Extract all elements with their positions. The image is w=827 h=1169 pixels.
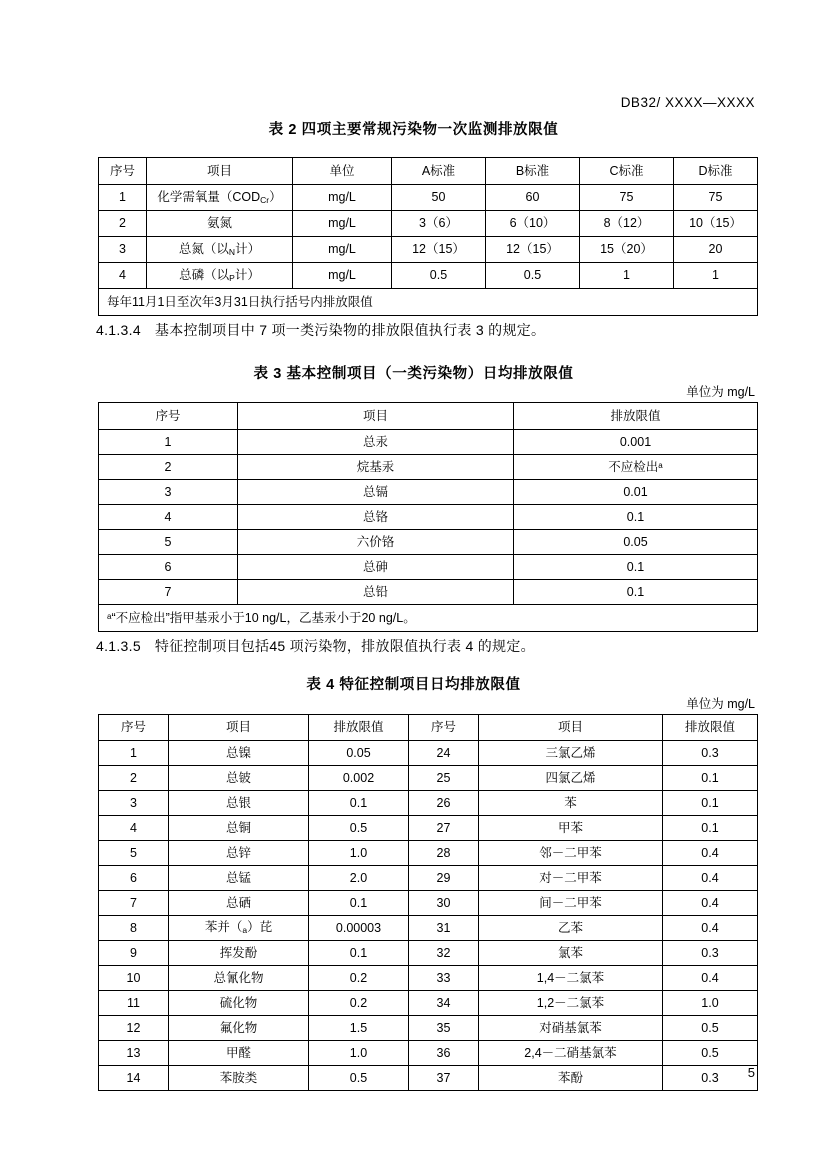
table4-cell-limit-right: 0.1: [663, 766, 758, 791]
table4-cell-item-left: 甲醛: [169, 1041, 309, 1066]
table2-footer-row: [99, 289, 758, 316]
table2-cell-b: 60: [486, 185, 580, 211]
clause-4-1-3-4-number: 4.1.3.4: [96, 322, 141, 338]
table2-cell-d: 1: [674, 263, 758, 289]
table4-cell-item-right: 乙苯: [479, 916, 663, 941]
table4-col-limit-left: 排放限值: [309, 715, 409, 741]
table3-cell-no: 6: [99, 555, 238, 580]
table2-cell-unit: mg/L: [293, 237, 392, 263]
table2-header-row: [99, 158, 758, 185]
table-row: [99, 841, 758, 866]
table4-cell-no-right: 25: [409, 766, 479, 791]
table4-cell-no-left: 14: [99, 1066, 169, 1091]
table3-cell-no: 4: [99, 505, 238, 530]
table4-cell-item-left: 挥发酚: [169, 941, 309, 966]
table3-footnote: [99, 605, 758, 632]
table4-cell-limit-left: 0.00003: [309, 916, 409, 941]
table4-cell-no-left: 12: [99, 1016, 169, 1041]
table4-cell-item-left: 总铜: [169, 816, 309, 841]
table3-cell-item: 总砷: [238, 555, 514, 580]
table3-footnote-text: “不应检出”指甲基汞小于10 ng/L，乙基汞小于20 ng/L。: [111, 610, 416, 625]
table3-caption: 表 3 基本控制项目（一类污染物）日均排放限值: [253, 366, 574, 382]
table2-cell-a: 0.5: [392, 263, 486, 289]
table4-cell-limit-right: 0.1: [663, 791, 758, 816]
table4-cell-no-right: 35: [409, 1016, 479, 1041]
table4-cell-item-left: 苯胺类: [169, 1066, 309, 1091]
table3-cell-limit: 0.05: [514, 530, 758, 555]
table3: [98, 402, 758, 632]
clause-4-1-3-5-number: 4.1.3.5: [96, 638, 141, 654]
table-row: [99, 480, 758, 505]
table3-cell-no: 2: [99, 455, 238, 480]
table4-cell-no-left: 11: [99, 991, 169, 1016]
table4-cell-limit-right: 1.0: [663, 991, 758, 1016]
table4-cell-no-left: 1: [99, 741, 169, 766]
table2-col-a: A标准: [392, 158, 486, 185]
table2-col-d: D标准: [674, 158, 758, 185]
table4-cell-item-right: 苯: [479, 791, 663, 816]
table-row: [99, 430, 758, 455]
table4-cell-item-left: 总氰化物: [169, 966, 309, 991]
table-row: [99, 1041, 758, 1066]
table-row: [99, 816, 758, 841]
table4-cell-no-left: 7: [99, 891, 169, 916]
table2-cell-item: 总氮（以$_N$计）: [147, 237, 293, 263]
table-row: [99, 791, 758, 816]
table-row: [99, 891, 758, 916]
table3-cell-limit: 0.1: [514, 555, 758, 580]
table2-cell-b: 0.5: [486, 263, 580, 289]
table4-cell-item-left: 总镍: [169, 741, 309, 766]
table3-cell-item: 六价铬: [238, 530, 514, 555]
table4-cell-item-right: 三氯乙烯: [479, 741, 663, 766]
table3-cell-item: 总铬: [238, 505, 514, 530]
table4-cell-no-left: 6: [99, 866, 169, 891]
table-row: [99, 530, 758, 555]
table4-cell-item-left: 总锰: [169, 866, 309, 891]
table3-cell-no: 1: [99, 430, 238, 455]
table4-container: [98, 714, 758, 1091]
table4-cell-no-left: 4: [99, 816, 169, 841]
table4-cell-limit-right: 0.1: [663, 816, 758, 841]
table3-cell-limit: 0.1: [514, 505, 758, 530]
table4-cell-limit-left: 0.002: [309, 766, 409, 791]
table4-unit-line: 单位为 mg/L: [686, 697, 755, 711]
table3-footer-row: [99, 605, 758, 632]
table3-cell-item: 烷基汞: [238, 455, 514, 480]
table4-cell-item-left: 总锌: [169, 841, 309, 866]
table4-cell-limit-left: 0.2: [309, 966, 409, 991]
table4-cell-item-right: 1,2－二氯苯: [479, 991, 663, 1016]
table2-cell-a: 50: [392, 185, 486, 211]
table2-col-b: B标准: [486, 158, 580, 185]
table3-cell-item: 总铅: [238, 580, 514, 605]
table4-cell-item-right: 对硝基氯苯: [479, 1016, 663, 1041]
table2-cell-item: 化学需氧量$(COD_{Cr})$: [147, 185, 293, 211]
table4-col-limit-right: 排放限值: [663, 715, 758, 741]
table4-cell-no-left: 13: [99, 1041, 169, 1066]
table3-cell-no: 7: [99, 580, 238, 605]
table4-cell-limit-left: 0.5: [309, 1066, 409, 1091]
table4-cell-no-right: 32: [409, 941, 479, 966]
table4-cell-limit-left: 0.1: [309, 941, 409, 966]
table-row: [99, 237, 758, 263]
table-row: [99, 966, 758, 991]
document-header-code: DB32/ XXXX—XXXX: [620, 95, 755, 110]
table-row: [99, 1066, 758, 1091]
table-row: [99, 766, 758, 791]
table2-col-c: C标准: [580, 158, 674, 185]
table4-cell-item-right: 间－二甲苯: [479, 891, 663, 916]
table2-cell-no: 2: [99, 211, 147, 237]
table4-cell-no-right: 26: [409, 791, 479, 816]
table2-cell-no: 4: [99, 263, 147, 289]
table4-cell-no-left: 2: [99, 766, 169, 791]
table4-cell-limit-right: 0.3: [663, 941, 758, 966]
table2-caption: 表 2 四项主要常规污染物一次监测排放限值: [268, 122, 559, 138]
table-row: [99, 941, 758, 966]
table-row: [99, 1016, 758, 1041]
table4-cell-limit-left: 1.0: [309, 1041, 409, 1066]
table4-cell-item-left: 氟化物: [169, 1016, 309, 1041]
table4-cell-limit-right: 0.4: [663, 916, 758, 941]
table3-col-item: 项目: [238, 403, 514, 430]
table2-cell-b: 6（10）: [486, 211, 580, 237]
table2-col-unit: 单位: [293, 158, 392, 185]
table4-cell-no-right: 24: [409, 741, 479, 766]
table2-cell-unit: mg/L: [293, 211, 392, 237]
table4-cell-item-right: 苯酚: [479, 1066, 663, 1091]
table3-cell-no: 5: [99, 530, 238, 555]
page-number: 5: [747, 1065, 755, 1080]
table4-cell-limit-right: 0.4: [663, 866, 758, 891]
table-row: [99, 455, 758, 480]
table2-cell-unit: mg/L: [293, 263, 392, 289]
table4-col-no-left: 序号: [99, 715, 169, 741]
table2-cell-no: 1: [99, 185, 147, 211]
table4-cell-item-left: 总硒: [169, 891, 309, 916]
table4-body: [99, 741, 758, 1091]
table4-cell-limit-left: 0.05: [309, 741, 409, 766]
table2: [98, 157, 758, 316]
table4-cell-no-right: 29: [409, 866, 479, 891]
table4-col-item-left: 项目: [169, 715, 309, 741]
table4-cell-no-left: 8: [99, 916, 169, 941]
table4-cell-item-right: 邻－二甲苯: [479, 841, 663, 866]
table4-cell-limit-right: 0.5: [663, 1016, 758, 1041]
table3-col-no: 序号: [99, 403, 238, 430]
table2-cell-c: 8（12）: [580, 211, 674, 237]
table3-header-row: [99, 403, 758, 430]
table4-cell-no-right: 27: [409, 816, 479, 841]
table3-footnote-marker: a: [107, 611, 112, 621]
table4: [98, 714, 758, 1091]
table-row: [99, 916, 758, 941]
table3-cell-no: 3: [99, 480, 238, 505]
table4-cell-limit-left: 0.1: [309, 791, 409, 816]
table4-cell-no-left: 3: [99, 791, 169, 816]
table2-cell-a: 12（15）: [392, 237, 486, 263]
table4-cell-item-right: 1,4－二氯苯: [479, 966, 663, 991]
table2-cell-c: 15（20）: [580, 237, 674, 263]
table4-cell-no-left: 5: [99, 841, 169, 866]
table2-cell-c: 75: [580, 185, 674, 211]
clause-4-1-3-5-text: 特征控制项目包括45 项污染物，排放限值执行表 4 的规定。: [154, 638, 535, 654]
table4-cell-limit-left: 0.5: [309, 816, 409, 841]
table4-col-no-right: 序号: [409, 715, 479, 741]
table4-cell-limit-left: 1.0: [309, 841, 409, 866]
table-row: [99, 263, 758, 289]
table-row: [99, 580, 758, 605]
table2-cell-a: 3（6）: [392, 211, 486, 237]
table4-cell-item-right: 四氯乙烯: [479, 766, 663, 791]
table4-cell-no-right: 33: [409, 966, 479, 991]
table4-cell-limit-left: 2.0: [309, 866, 409, 891]
table2-cell-c: 1: [580, 263, 674, 289]
clause-4-1-3-4-text: 基本控制项目中 7 项一类污染物的排放限值执行表 3 的规定。: [154, 322, 546, 338]
clause-4-1-3-4: [96, 320, 545, 340]
table4-cell-item-right: 甲苯: [479, 816, 663, 841]
table3-cell-limit: 0.001: [514, 430, 758, 455]
table-row: [99, 866, 758, 891]
table4-cell-no-right: 30: [409, 891, 479, 916]
table4-cell-limit-left: 0.2: [309, 991, 409, 1016]
table4-cell-no-right: 28: [409, 841, 479, 866]
table4-cell-limit-left: 0.1: [309, 891, 409, 916]
table3-col-limit: 排放限值: [514, 403, 758, 430]
table2-cell-d: 20: [674, 237, 758, 263]
table4-cell-item-right: 氯苯: [479, 941, 663, 966]
table4-cell-no-left: 10: [99, 966, 169, 991]
table4-cell-item-right: 2,4－二硝基氯苯: [479, 1041, 663, 1066]
table4-cell-item-left: 总铍: [169, 766, 309, 791]
table-row: [99, 741, 758, 766]
table3-cell-limit: 0.01: [514, 480, 758, 505]
table-row: [99, 991, 758, 1016]
table3-unit-line: 单位为 mg/L: [686, 385, 755, 399]
table3-cell-limit: 0.1: [514, 580, 758, 605]
table-row: [99, 505, 758, 530]
table4-cell-limit-right: 0.3: [663, 741, 758, 766]
table2-col-no: 序号: [99, 158, 147, 185]
table2-cell-unit: mg/L: [293, 185, 392, 211]
table2-col-item: 项目: [147, 158, 293, 185]
table4-cell-no-right: 31: [409, 916, 479, 941]
table-row: [99, 185, 758, 211]
table4-cell-limit-right: 0.4: [663, 966, 758, 991]
table4-caption: 表 4 特征控制项目日均排放限值: [306, 677, 521, 693]
table4-cell-limit-right: 0.4: [663, 891, 758, 916]
table4-cell-item-left: 总银: [169, 791, 309, 816]
table4-header-row: [99, 715, 758, 741]
table2-cell-d: 75: [674, 185, 758, 211]
table2-cell-b: 12（15）: [486, 237, 580, 263]
table4-cell-limit-right: 0.4: [663, 841, 758, 866]
table3-body: [99, 430, 758, 605]
table3-container: [98, 402, 758, 632]
table4-col-item-right: 项目: [479, 715, 663, 741]
table2-cell-no: 3: [99, 237, 147, 263]
table4-cell-no-right: 34: [409, 991, 479, 1016]
table4-cell-limit-right: 0.3: [663, 1066, 758, 1091]
table2-cell-d: 10（15）: [674, 211, 758, 237]
table4-cell-item-right: 对－二甲苯: [479, 866, 663, 891]
table2-cell-item: 总磷（以$_P$计）: [147, 263, 293, 289]
table3-cell-limit: 不应检出$^a$: [514, 455, 758, 480]
table3-cell-item: 总镉: [238, 480, 514, 505]
clause-4-1-3-5: [96, 636, 535, 656]
table2-container: [98, 157, 758, 316]
table4-cell-limit-left: 1.5: [309, 1016, 409, 1041]
table-row: [99, 211, 758, 237]
table4-cell-item-left: 苯并$(_a)$芘: [169, 916, 309, 941]
table3-cell-item: 总汞: [238, 430, 514, 455]
table4-cell-no-right: 37: [409, 1066, 479, 1091]
table2-cell-item: 氨氮: [147, 211, 293, 237]
table-row: [99, 555, 758, 580]
table4-cell-no-left: 9: [99, 941, 169, 966]
table4-cell-limit-right: 0.5: [663, 1041, 758, 1066]
table4-cell-no-right: 36: [409, 1041, 479, 1066]
table4-cell-item-left: 硫化物: [169, 991, 309, 1016]
table2-footer-note: 每年11月1日至次年3月31日执行括号内排放限值: [99, 289, 758, 316]
table2-body: [99, 185, 758, 289]
